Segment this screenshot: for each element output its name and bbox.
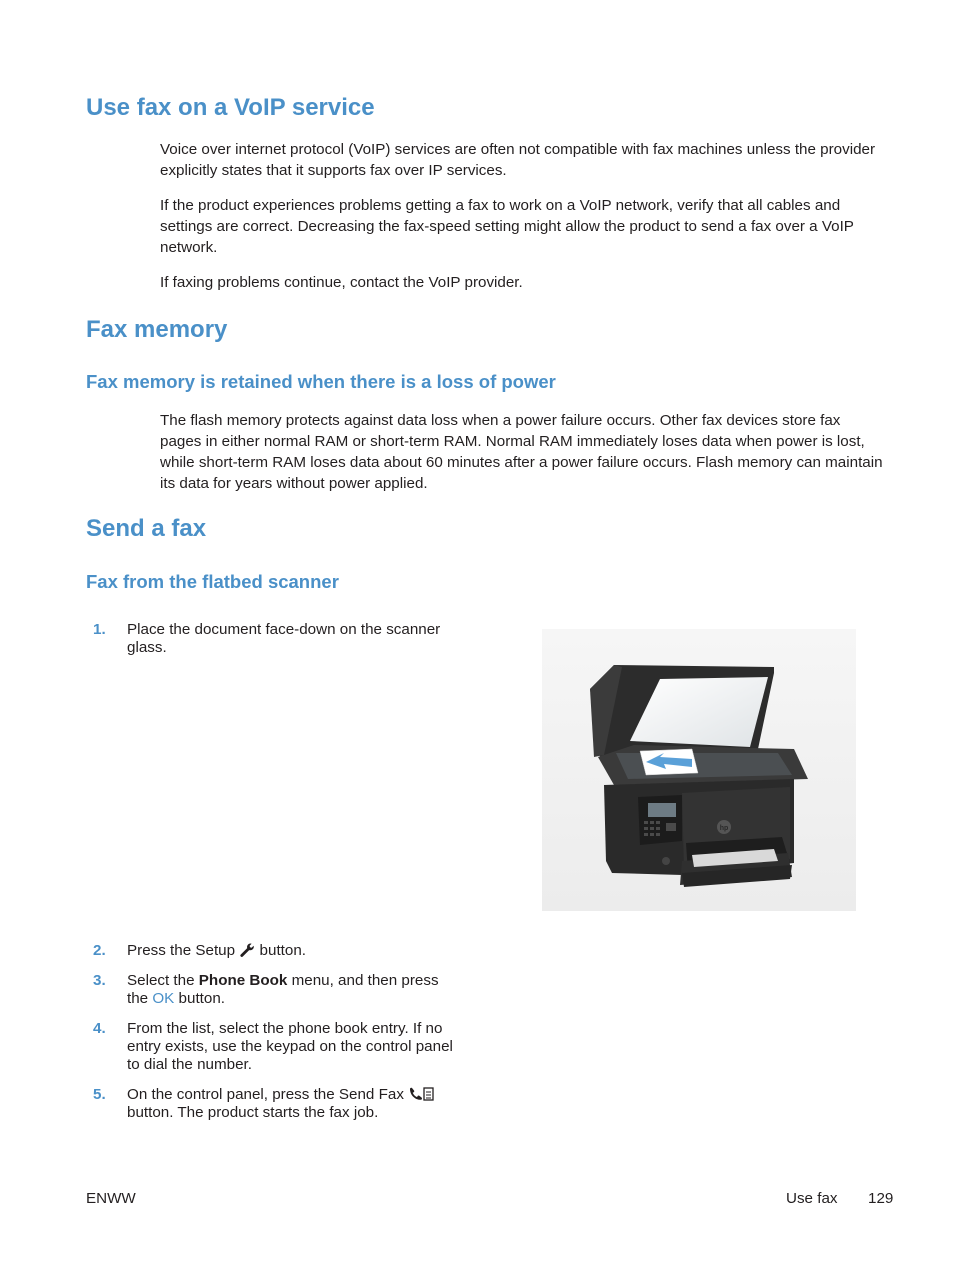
footer-left: ENWW — [86, 1190, 136, 1207]
step-text: Press the Setup button. — [127, 942, 306, 959]
page-number: 129 — [868, 1190, 894, 1207]
step-number: 3. — [93, 972, 106, 989]
hp-logo-text: hp — [719, 825, 729, 832]
printer-scanner-illustration — [542, 629, 856, 911]
voip-paragraph-3: If faxing problems continue, contact the VoIP provider. — [160, 274, 523, 291]
section-title-send-fax: Send a fax — [86, 515, 207, 542]
subsection-title-flatbed: Fax from the flatbed scanner — [86, 571, 339, 592]
step-text: Select the Phone Book menu, and then press the OK button. — [127, 972, 439, 1007]
wrench-icon — [239, 942, 255, 958]
printer-scanner-illustration-icon — [542, 629, 856, 911]
send-fax-icon — [408, 1086, 436, 1102]
memory-paragraph: The flash memory protects against data loss when a power failure occurs. Other fax devices store fax pages in either normal RAM or short-term RAM. Normal RAM immediately loses data when power is lost, while short-term RAM loses data about 60 minutes after a power failure occurs. Flash memory can maintain its data for years without power applied. — [160, 412, 883, 492]
voip-paragraph-1: Voice over internet protocol (VoIP) services are often not compatible with fax machines unless the provider explicitly states that it supports fax over IP services. — [160, 141, 876, 179]
section-title-voip: Use fax on a VoIP service — [86, 94, 375, 121]
section-title-fax-memory: Fax memory — [86, 316, 228, 343]
footer-section: Use fax — [786, 1190, 838, 1207]
step-text: From the list, select the phone book entry. If no entry exists, use the keypad on the control panel to dial the number. — [127, 1020, 453, 1073]
phone-book-menu-label: Phone Book — [198, 972, 288, 989]
subsection-title-memory-retained: Fax memory is retained when there is a loss of power — [86, 371, 556, 392]
step-number: 4. — [93, 1020, 106, 1037]
step-text: Place the document face-down on the scanner glass. — [127, 621, 441, 656]
step-number: 2. — [93, 942, 106, 959]
step-number: 1. — [93, 621, 106, 638]
voip-paragraph-2: If the product experiences problems getting a fax to work on a VoIP network, verify that all cables and settings are correct. Decreasing the fax-speed setting might allow the product to send a fax over a VoIP network. — [160, 197, 854, 256]
step-text: On the control panel, press the Send Fax button. The product starts the fax job. — [127, 1086, 457, 1122]
ok-button-label: OK — [152, 990, 175, 1007]
step-number: 5. — [93, 1086, 106, 1103]
